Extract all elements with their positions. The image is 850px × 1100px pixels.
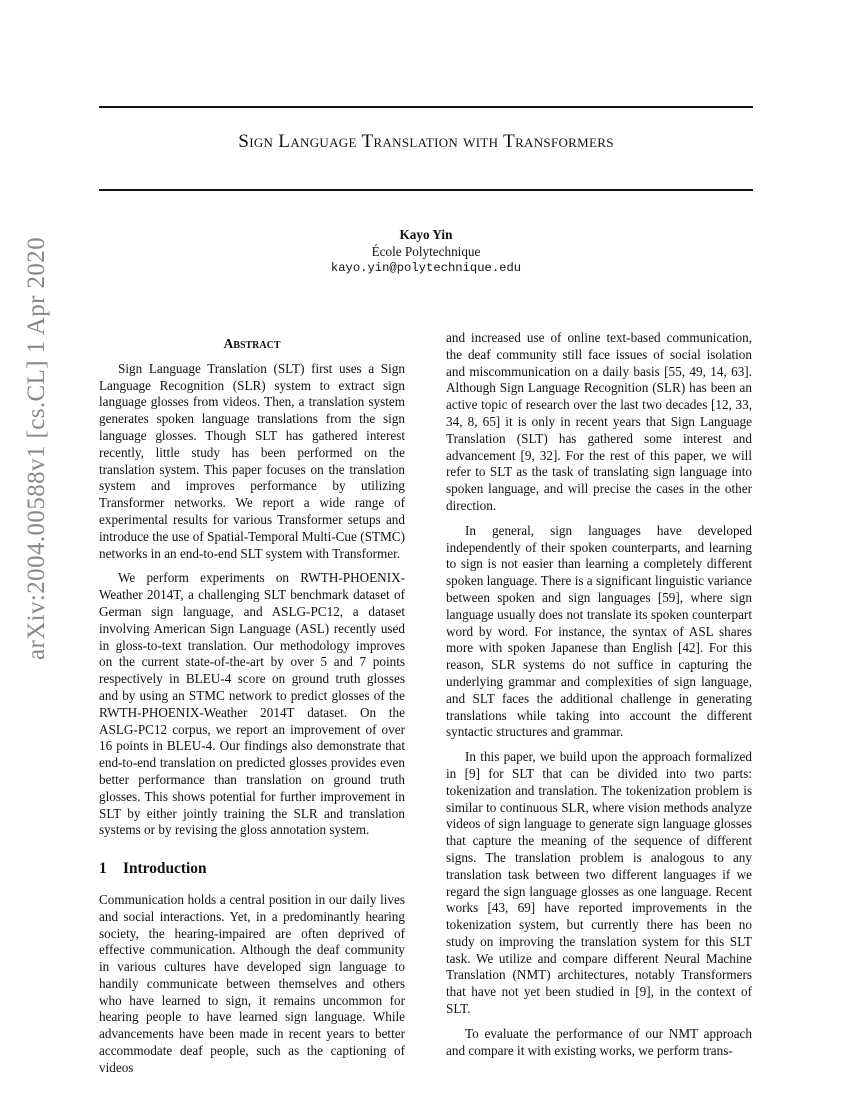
abstract-body — [99, 361, 405, 839]
section-title: Introduction — [123, 860, 207, 878]
body-paragraph: To evaluate the performance of our NMT approach and compare it with existing works, we perform trans- — [446, 1025, 752, 1058]
arxiv-stamp[interactable]: arXiv:2004.00588v1 [cs.CL] 1 Apr 2020 — [23, 236, 50, 660]
title-rule-bottom — [99, 189, 753, 191]
body-paragraph: In this paper, we build upon the approach formalized in [9] for SLT that can be divided into two parts: tokenization and translation. The tokenization problem is similar to continuous SLR, where vision methods analyze videos of sign language to generate sign language glosses that capture the meaning of the sequence of different signs. The translation problem is analogous to any translation task between two different languages if we regard the sign language glosses as one language. Recent works [43, 69] have reported improvements in the tokenization system, but currently there has been no study on improving the translation system for this SLT task. We utilize and compare different Neural Machine Translation (NMT) architectures, notably Transformers that have not yet been studied in [9], in the context of SLT. — [446, 749, 752, 1017]
body-paragraph: In general, sign languages have developed independently of their spoken counterparts, and learning to sign is not easier than learning a completely different spoken language. There is a significant linguistic variance between spoken and sign languages [59], where sign language usually does not translate its spoken counterpart word by word. For instance, the syntax of ASL shares more with spoken Japanese than English [42]. For this reason, SLR systems do not suffice in capturing the underlying grammar and complexities of sign language, and SLT faces the additional challenge in generating translations while taking into account the different syntactic structures and grammar. — [446, 522, 752, 740]
author-affiliation: École Polytechnique — [371, 244, 481, 259]
paper-title: Sign Language Translation with Transformers — [238, 131, 614, 152]
author-block — [99, 226, 753, 277]
author-email[interactable]: kayo.yin@polytechnique.edu — [330, 261, 522, 275]
author-name: Kayo Yin — [399, 227, 453, 242]
abstract-paragraph: We perform experiments on RWTH-PHOENIX-Weather 2014T, a challenging SLT benchmark dataset of German sign language, and ASLG-PC12, a dataset involving American Sign Language (ASL) recently used in gloss-to-text translation. Our methodology improves on the current state-of-the-art by over 5 and 7 points respectively in BLEU-4 score on ground truth glosses and by using an STMC network to predict glosses of the RWTH-PHOENIX-Weather 2014T dataset. On the ASLG-PC12 corpus, we report an improvement of over 16 points in BLEU-4. Our findings also demonstrate that end-to-end translation on predicted glosses provides even better performance than translation on ground truth glosses. This shows potential for further improvement in SLT by either jointly training the SLR and translation systems or by revising the gloss annotation system. — [99, 570, 405, 838]
abstract-paragraph: Sign Language Translation (SLT) first uses a Sign Language Recognition (SLR) system to extract sign language glosses from videos. Then, a translation system generates spoken language translations from the sign language glosses. Though SLT has gathered interest recently, little study has been performed on the translation system. This paper focuses on the translation system and improves performance by utilizing Transformer networks. We report a wide range of experimental results for various Transformer setups and introduce the use of Spatial-Temporal Multi-Cue (STMC) networks in an end-to-end SLT system with Transformer. — [99, 360, 405, 561]
body-paragraph: Communication holds a central position in our daily lives and social interactions. Yet, in a predominantly hearing society, the hearing-impaired are often deprived of effective communication. Although the deaf community in various cultures have developed sign language to handily communicate between themselves and others who have learned to sign, it remains uncommon for hearing people to have learned sign language. While advancements have been made in recent years to better accommodate deaf people, such as the captioning of videos — [99, 891, 405, 1075]
section-heading-introduction — [99, 861, 405, 878]
body-paragraph: and increased use of online text-based communication, the deaf community still face issues of social isolation and miscommunication on a daily basis [55, 49, 14, 63]. Although Sign Language Recognition (SLR) has been an active topic of research over the last two decades [12, 33, 34, 8, 65] it is only in recent years that Sign Language Translation (SLT) has gathered some interest and advancement [9, 32]. For the rest of this paper, we will refer to SLT as the task of translating sign language into spoken language, and will precise the cases in the other direction. — [446, 330, 752, 513]
right-column — [446, 330, 752, 1067]
abstract-heading: Abstract — [223, 336, 281, 351]
title-rule-top — [99, 106, 753, 108]
left-column — [99, 330, 405, 1085]
section-number: 1 — [99, 860, 107, 878]
